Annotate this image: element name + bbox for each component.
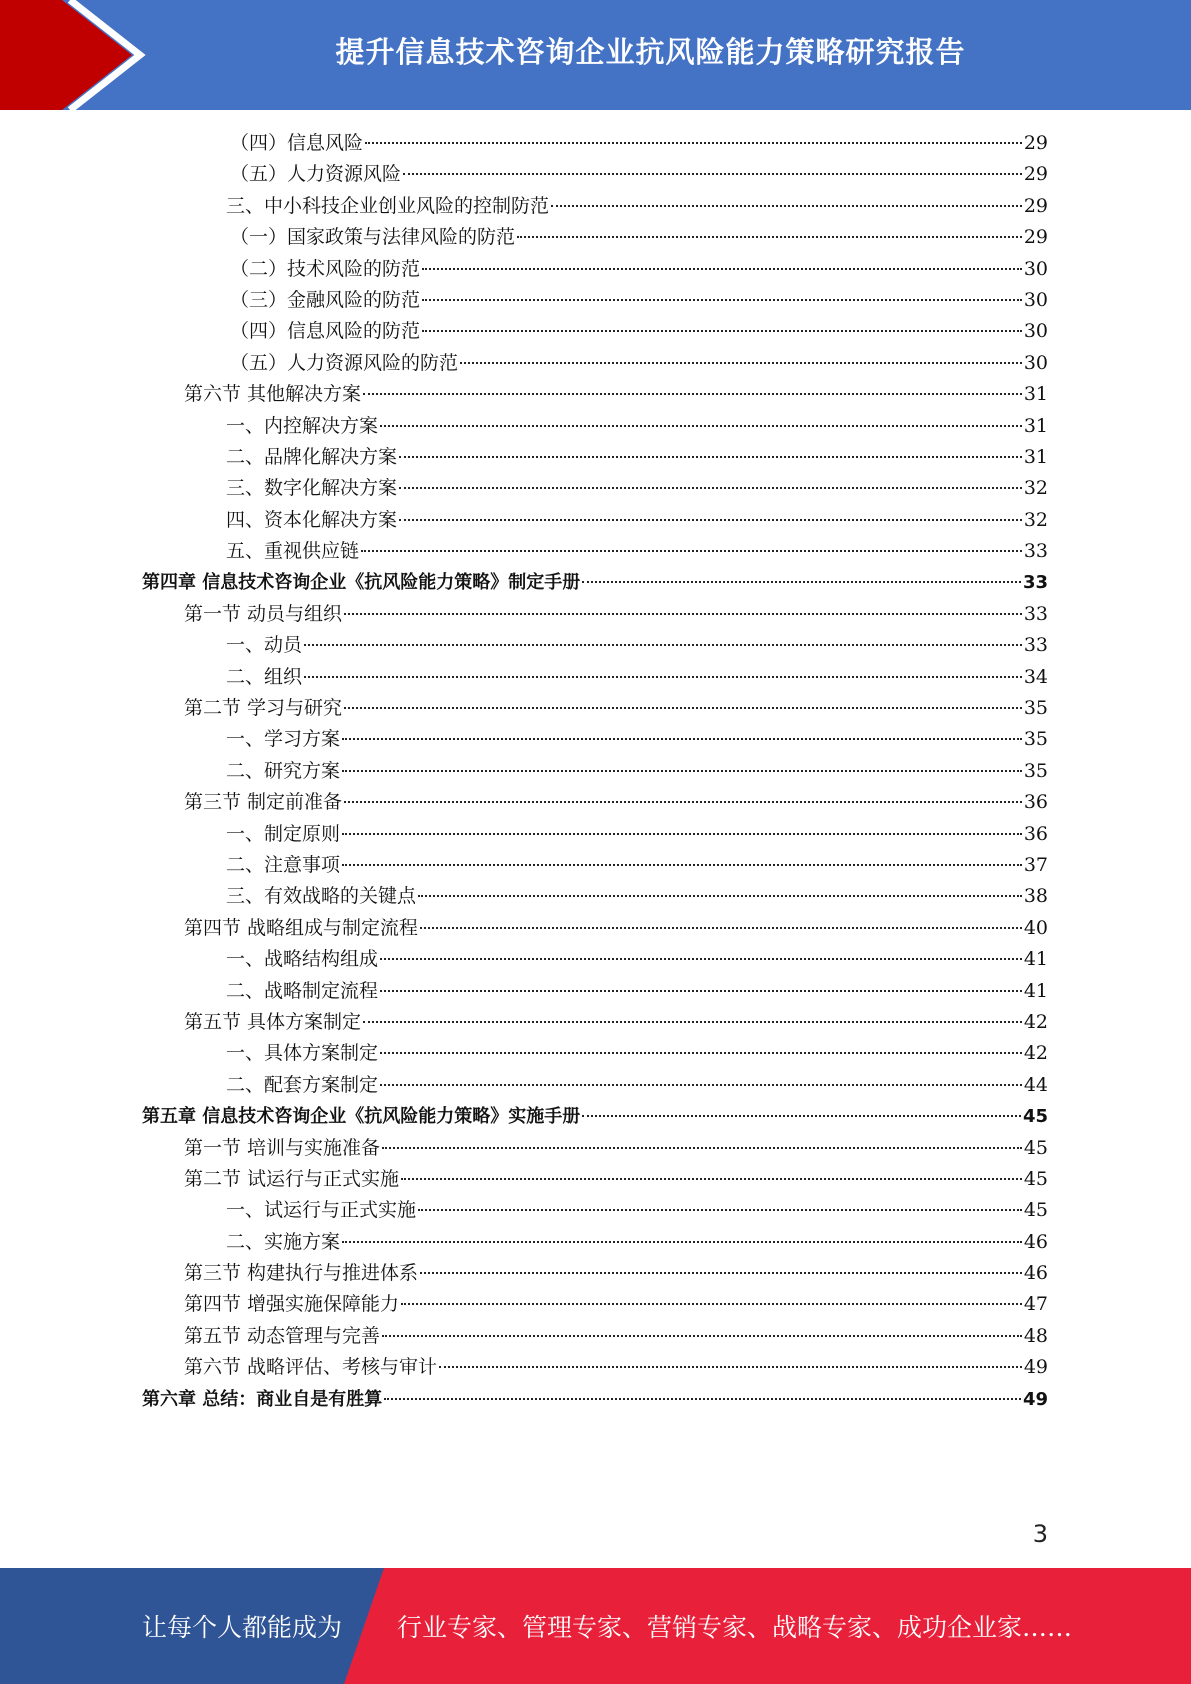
toc-entry[interactable] (142, 1321, 1048, 1352)
toc-entry-title: 一、动员 (226, 634, 303, 657)
toc-entry[interactable] (142, 567, 1048, 598)
toc-leader-dots (380, 424, 1022, 427)
toc-entry-page: 40 (1023, 916, 1048, 939)
toc-entry-title: 第六节 其他解决方案 (184, 383, 362, 406)
toc-leader-dots (399, 455, 1022, 458)
toc-entry-title: 一、内控解决方案 (226, 414, 379, 437)
toc-entry-title: 二、配套方案制定 (226, 1073, 379, 1096)
toc-entry-page: 33 (1022, 572, 1048, 594)
toc-entry-page: 42 (1023, 1042, 1048, 1065)
toc-entry-page: 33 (1023, 540, 1048, 563)
toc-entry-title: 第三节 制定前准备 (184, 791, 343, 814)
toc-entry-page: 34 (1023, 665, 1048, 688)
toc-entry[interactable] (142, 1164, 1048, 1195)
toc-entry-page: 36 (1023, 791, 1048, 814)
toc-entry[interactable] (142, 662, 1048, 693)
toc-entry-title: 三、中小科技企业创业风险的控制防范 (226, 194, 550, 217)
toc-entry[interactable] (142, 1133, 1048, 1164)
toc-entry[interactable] (142, 379, 1048, 410)
toc-entry-page: 45 (1022, 1106, 1048, 1128)
toc-entry[interactable] (142, 1101, 1048, 1132)
toc-entry-page: 47 (1023, 1293, 1048, 1316)
toc-entry-page: 30 (1023, 288, 1048, 311)
toc-entry[interactable] (142, 787, 1048, 818)
toc-entry-title: （一）国家政策与法律风险的防范 (230, 226, 516, 249)
toc-entry[interactable] (142, 1289, 1048, 1320)
document-title: 提升信息技术咨询企业抗风险能力策略研究报告 (335, 34, 966, 69)
toc-entry[interactable] (142, 819, 1048, 850)
toc-entry[interactable] (142, 630, 1048, 661)
page-footer (0, 1568, 1191, 1684)
toc-leader-dots (517, 235, 1022, 238)
toc-entry-page: 30 (1023, 320, 1048, 343)
toc-entry-title: 一、具体方案制定 (226, 1042, 379, 1065)
toc-entry-title: 四、资本化解决方案 (226, 508, 398, 531)
table-of-contents (142, 128, 1048, 1415)
toc-entry-page: 29 (1023, 194, 1048, 217)
toc-entry[interactable] (142, 1352, 1048, 1383)
toc-entry-page: 37 (1023, 853, 1048, 876)
toc-entry-title: 第三节 构建执行与推进体系 (184, 1262, 419, 1285)
toc-leader-dots (439, 1365, 1022, 1368)
toc-entry-title: 第四节 战略组成与制定流程 (184, 916, 419, 939)
toc-entry[interactable] (142, 756, 1048, 787)
toc-leader-dots (382, 1146, 1022, 1149)
toc-leader-dots (342, 832, 1022, 835)
toc-entry-page: 49 (1023, 1356, 1048, 1379)
toc-entry-title: 一、制定原则 (226, 822, 341, 845)
toc-entry-title: 二、注意事项 (226, 853, 341, 876)
toc-entry[interactable] (142, 442, 1048, 473)
toc-entry-page: 45 (1023, 1199, 1048, 1222)
toc-leader-dots (363, 1020, 1022, 1023)
toc-entry-title: （二）技术风险的防范 (230, 257, 421, 280)
toc-entry-title: 第二节 试运行与正式实施 (184, 1167, 400, 1190)
toc-entry[interactable] (142, 1070, 1048, 1101)
toc-entry[interactable] (142, 191, 1048, 222)
toc-entry-title: （三）金融风险的防范 (230, 288, 421, 311)
toc-entry-title: 二、战略制定流程 (226, 979, 379, 1002)
toc-leader-dots (380, 1051, 1022, 1054)
toc-leader-dots (401, 1302, 1022, 1305)
toc-leader-dots (418, 1208, 1022, 1211)
toc-entry-title: 第六章 总结：商业自是有胜算 (142, 1388, 383, 1410)
toc-leader-dots (380, 1083, 1022, 1086)
toc-leader-dots (361, 549, 1022, 552)
toc-leader-dots (420, 1271, 1022, 1274)
toc-entry[interactable] (142, 254, 1048, 285)
toc-leader-dots (418, 894, 1022, 897)
toc-entry-title: 第二节 学习与研究 (184, 697, 343, 720)
page-number: 3 (1032, 1520, 1048, 1548)
toc-leader-dots (304, 675, 1022, 678)
toc-entry-title: 一、战略结构组成 (226, 948, 379, 971)
toc-entry-page: 32 (1023, 477, 1048, 500)
toc-entry-title: 二、组织 (226, 665, 303, 688)
toc-entry[interactable] (142, 316, 1048, 347)
toc-entry[interactable] (142, 1258, 1048, 1289)
toc-entry-page: 35 (1023, 728, 1048, 751)
footer-slogan-right: 行业专家、管理专家、营销专家、战略专家、成功企业家…… (397, 1613, 1073, 1642)
toc-entry-title: 第五节 动态管理与完善 (184, 1324, 381, 1347)
toc-entry-page: 30 (1023, 257, 1048, 280)
toc-leader-dots (344, 612, 1022, 615)
toc-entry-title: 二、实施方案 (226, 1230, 341, 1253)
toc-entry-page: 49 (1022, 1388, 1048, 1410)
page-header (0, 0, 1191, 110)
toc-entry[interactable] (142, 724, 1048, 755)
toc-entry-title: （四）信息风险的防范 (230, 320, 421, 343)
toc-entry-title: 一、学习方案 (226, 728, 341, 751)
toc-leader-dots (582, 1114, 1021, 1117)
toc-entry-title: 第五章 信息技术咨询企业《抗风险能力策略》实施手册 (142, 1106, 581, 1128)
toc-entry-page: 41 (1023, 979, 1048, 1002)
toc-entry[interactable] (142, 222, 1048, 253)
toc-entry-page: 46 (1023, 1262, 1048, 1285)
toc-leader-dots (403, 172, 1022, 175)
toc-entry[interactable] (142, 850, 1048, 881)
toc-entry[interactable] (142, 348, 1048, 379)
toc-leader-dots (420, 926, 1022, 929)
toc-leader-dots (422, 329, 1022, 332)
toc-entry[interactable] (142, 1195, 1048, 1226)
toc-entry[interactable] (142, 693, 1048, 724)
toc-entry[interactable] (142, 1038, 1048, 1069)
footer-slogan-left: 让每个人都能成为 (142, 1613, 343, 1642)
toc-entry-page: 30 (1023, 351, 1048, 374)
toc-leader-dots (382, 1334, 1022, 1337)
toc-entry[interactable] (142, 411, 1048, 442)
toc-entry-page: 44 (1023, 1073, 1048, 1096)
toc-entry[interactable] (142, 128, 1048, 159)
toc-entry[interactable] (142, 473, 1048, 504)
toc-entry[interactable] (142, 913, 1048, 944)
toc-entry-title: 三、数字化解决方案 (226, 477, 398, 500)
toc-entry[interactable] (142, 159, 1048, 190)
toc-leader-dots (304, 643, 1022, 646)
toc-entry-page: 33 (1023, 634, 1048, 657)
toc-entry-title: 三、有效战略的关键点 (226, 885, 417, 908)
toc-leader-dots (342, 863, 1022, 866)
toc-entry-page: 31 (1023, 445, 1048, 468)
toc-entry-title: （五）人力资源风险的防范 (230, 351, 459, 374)
toc-leader-dots (344, 706, 1022, 709)
toc-leader-dots (582, 580, 1021, 583)
toc-entry-page: 48 (1023, 1324, 1048, 1347)
toc-entry[interactable] (142, 1007, 1048, 1038)
toc-leader-dots (365, 141, 1022, 144)
toc-leader-dots (399, 486, 1022, 489)
toc-entry-title: 第一节 培训与实施准备 (184, 1136, 381, 1159)
toc-entry-page: 29 (1023, 226, 1048, 249)
toc-entry-page: 29 (1023, 163, 1048, 186)
toc-entry[interactable] (142, 1227, 1048, 1258)
toc-entry-title: 第四节 增强实施保障能力 (184, 1293, 400, 1316)
toc-leader-dots (380, 957, 1022, 960)
toc-entry-page: 41 (1023, 948, 1048, 971)
toc-entry-page: 45 (1023, 1136, 1048, 1159)
toc-leader-dots (380, 989, 1022, 992)
toc-entry-page: 42 (1023, 1010, 1048, 1033)
toc-entry-title: （五）人力资源风险 (230, 163, 402, 186)
toc-entry-title: 二、品牌化解决方案 (226, 445, 398, 468)
toc-entry-page: 45 (1023, 1167, 1048, 1190)
toc-leader-dots (422, 267, 1022, 270)
toc-entry[interactable] (142, 976, 1048, 1007)
toc-leader-dots (460, 361, 1022, 364)
toc-entry-title: 五、重视供应链 (226, 540, 360, 563)
toc-leader-dots (401, 1177, 1022, 1180)
toc-entry-title: 一、试运行与正式实施 (226, 1199, 417, 1222)
toc-entry[interactable] (142, 944, 1048, 975)
toc-entry-page: 31 (1023, 383, 1048, 406)
toc-entry-page: 38 (1023, 885, 1048, 908)
toc-entry-page: 31 (1023, 414, 1048, 437)
toc-entry[interactable] (142, 536, 1048, 567)
toc-entry-title: 第五节 具体方案制定 (184, 1010, 362, 1033)
toc-leader-dots (344, 800, 1022, 803)
toc-leader-dots (363, 392, 1022, 395)
toc-leader-dots (422, 298, 1022, 301)
toc-entry[interactable] (142, 285, 1048, 316)
toc-leader-dots (342, 737, 1022, 740)
toc-entry-page: 32 (1023, 508, 1048, 531)
toc-entry-page: 35 (1023, 759, 1048, 782)
toc-entry[interactable] (142, 599, 1048, 630)
toc-entry[interactable] (142, 881, 1048, 912)
header-arrow-icon (0, 0, 160, 110)
toc-entry-page: 29 (1023, 132, 1048, 154)
toc-leader-dots (384, 1397, 1021, 1400)
toc-entry-title: 二、研究方案 (226, 759, 341, 782)
toc-entry-page: 46 (1023, 1230, 1048, 1253)
toc-leader-dots (399, 518, 1022, 521)
toc-entry-title: （四）信息风险 (230, 132, 364, 154)
toc-entry-page: 33 (1023, 602, 1048, 625)
toc-leader-dots (342, 1240, 1022, 1243)
toc-entry-page: 35 (1023, 697, 1048, 720)
toc-leader-dots (551, 204, 1022, 207)
toc-entry-title: 第四章 信息技术咨询企业《抗风险能力策略》制定手册 (142, 572, 581, 594)
toc-entry-title: 第六节 战略评估、考核与审计 (184, 1356, 438, 1379)
toc-leader-dots (342, 769, 1022, 772)
toc-entry-page: 36 (1023, 822, 1048, 845)
toc-entry[interactable] (142, 505, 1048, 536)
toc-entry[interactable] (142, 1384, 1048, 1415)
toc-entry-title: 第一节 动员与组织 (184, 602, 343, 625)
